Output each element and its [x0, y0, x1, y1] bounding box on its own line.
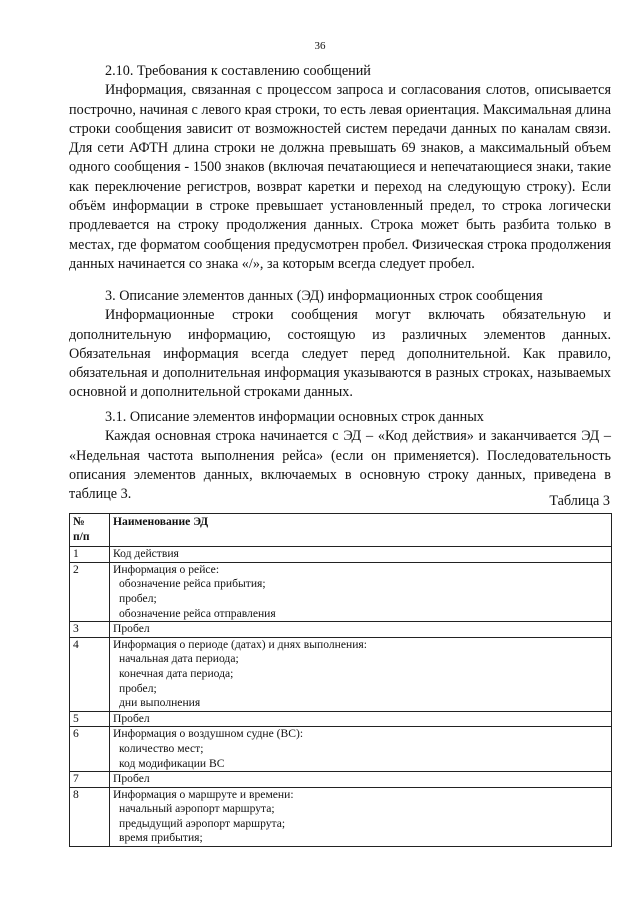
table-row [70, 562, 612, 621]
row-name-cell [110, 622, 612, 638]
row-sub-item: начальная дата периода; [119, 652, 239, 666]
section-paragraph: Каждая основная строка начинается с ЭД – «Код действия» и заканчивается ЭД – «Недельная частота выполнения рейса» (если он применяется). Последовательность описания элементов данных, включаемых в основную строку данных, приведена в таблице 3. [69, 428, 611, 503]
row-name-cell [110, 787, 612, 846]
row-name-cell [110, 727, 612, 772]
table-caption: Таблица 3 [549, 493, 610, 509]
row-sub-item: время прибытия; [119, 831, 203, 845]
row-sub-item: пробел; [119, 591, 157, 605]
row-number: 6 [70, 727, 110, 772]
row-name-cell [110, 711, 612, 727]
data-elements-table [69, 513, 612, 847]
row-sub-item: код модификации ВС [119, 756, 225, 770]
table-row [70, 787, 612, 846]
table-row [70, 637, 612, 711]
row-name: Пробел [113, 772, 150, 786]
row-sub-item: предыдущий аэропорт маршрута; [119, 816, 286, 830]
column-header-name: Наименование ЭД [110, 514, 612, 547]
header-num-line-1: № [73, 515, 85, 528]
row-number: 8 [70, 787, 110, 846]
table-body [70, 547, 612, 847]
section-paragraph: Информация, связанная с процессом запроса и согласования слотов, описывается построчно, начиная с левого края строки, то есть левая ориентация. Максимальная длина строки сообщения зависит от возможностей систем передачи данных по каналам связи. Для сети АФТН длина строки не должна превышать 69 знаков, а максимальный объем одного сообщения - 1500 знаков (включая печатающиеся и непечатающиеся знаки, такие как переключение регистров, возврат каретки и переход на следующую строку). Если объём информации в строке превышает установленный предел, то строка логически продлевается на строку продолжения данных. Строка может быть разбита только в местах, где форматом сообщения предусмотрен пробел. Физическая строка продолжения данных начинается со знака «/», за которым всегда следует пробел. [69, 82, 611, 272]
row-name-cell [110, 547, 612, 563]
section-heading: 2.10. Требования к составлению сообщений [105, 63, 371, 79]
section-heading: 3.1. Описание элементов информации основных строк данных [105, 409, 484, 425]
row-sub-item: количество мест; [119, 741, 204, 755]
row-name: Пробел [113, 711, 150, 725]
section-heading: 3. Описание элементов данных (ЭД) информационных строк сообщения [105, 288, 543, 304]
row-name-cell [110, 772, 612, 788]
row-name: Код действия [113, 547, 179, 561]
row-sub-item: конечная дата периода; [119, 666, 234, 680]
section-2-10 [69, 62, 611, 274]
table-row [70, 727, 612, 772]
row-number: 1 [70, 547, 110, 563]
row-name: Информация о воздушном судне (ВС): [113, 727, 304, 741]
row-sub-item: дни выполнения [119, 696, 201, 710]
table-header-row [70, 514, 612, 547]
row-number: 4 [70, 637, 110, 711]
row-number: 5 [70, 711, 110, 727]
column-header-number [70, 514, 110, 547]
row-name: Информация о периоде (датах) и днях выполнения: [113, 637, 367, 651]
row-name: Пробел [113, 622, 150, 636]
row-name: Информация о рейсе: [113, 562, 220, 576]
table-row [70, 772, 612, 788]
section-paragraph: Информационные строки сообщения могут включать обязательную и дополнительную информацию, состоящую из различных элементов данных. Обязательная информация всегда следует перед дополнительной. Как правило, обязательная и дополнительная информация указываются в разных строках, называемых основной и дополнительной строками данных. [69, 307, 611, 401]
table-row [70, 711, 612, 727]
row-number: 3 [70, 622, 110, 638]
row-sub-item: обозначение рейса прибытия; [119, 577, 266, 591]
table-row [70, 622, 612, 638]
page-number: 36 [314, 40, 326, 52]
row-number: 2 [70, 562, 110, 621]
row-sub-item: пробел; [119, 681, 157, 695]
row-sub-item: начальный аэропорт маршрута; [119, 802, 275, 816]
row-number: 7 [70, 772, 110, 788]
table-row [70, 547, 612, 563]
row-name: Информация о маршруте и времени: [113, 787, 294, 801]
row-sub-item: обозначение рейса отправления [119, 606, 276, 620]
row-name-cell [110, 562, 612, 621]
section-3 [69, 287, 611, 403]
header-num-line-2: п/п [73, 529, 90, 543]
row-name-cell [110, 637, 612, 711]
section-3-1 [69, 408, 611, 504]
